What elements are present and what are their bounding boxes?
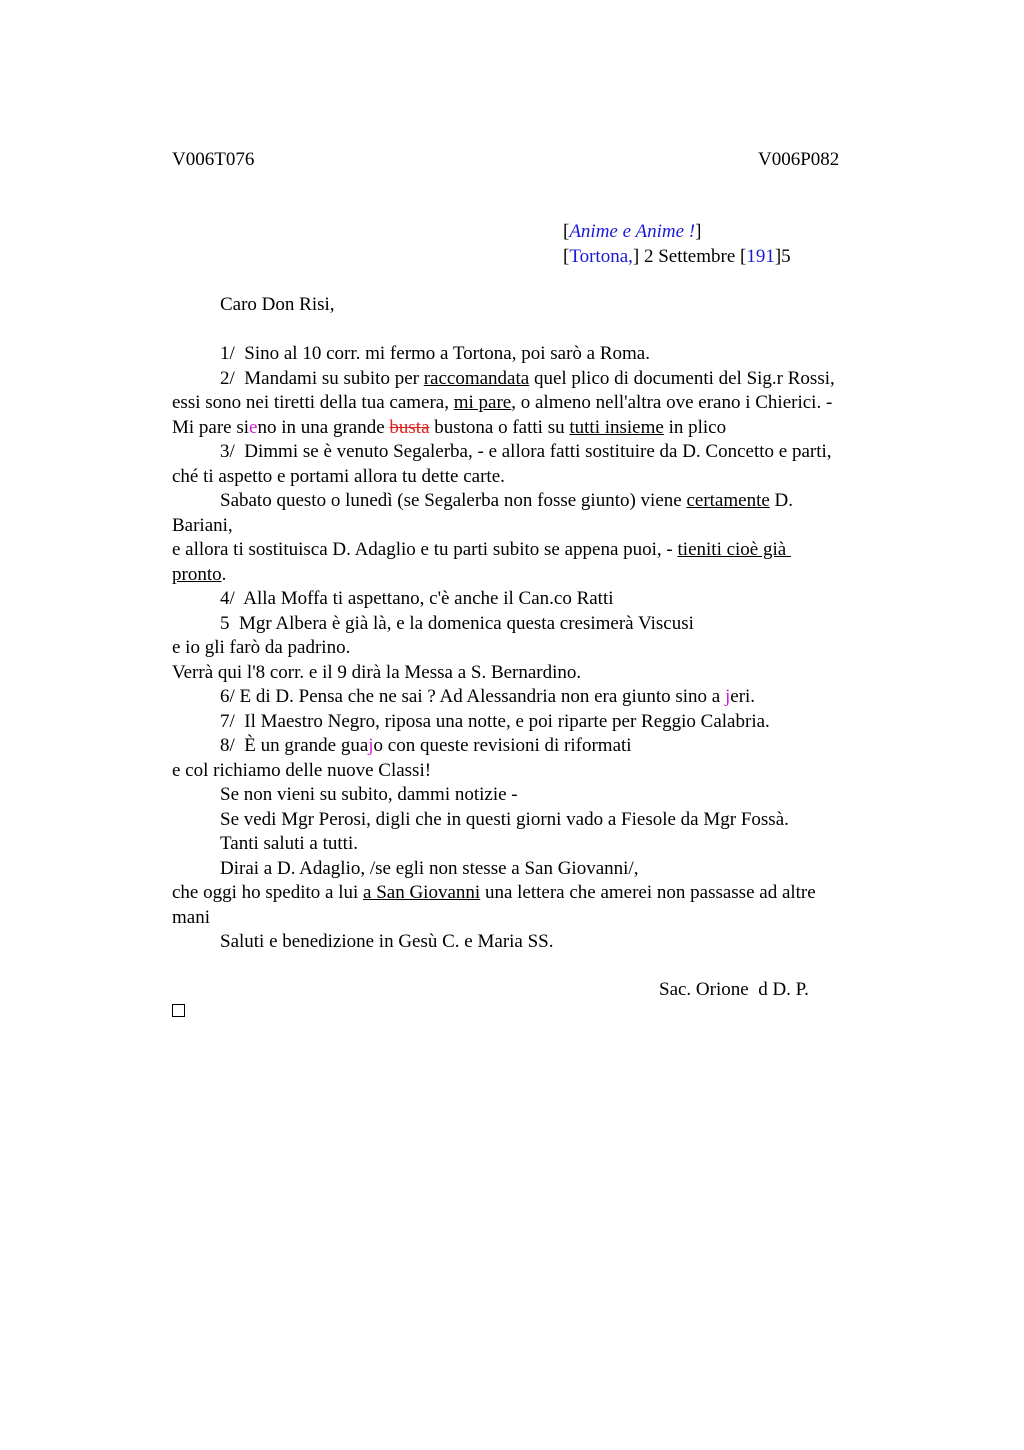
- body-line: [172, 734, 892, 759]
- body-line: ché ti aspetto e portami allora tu dette carte.: [172, 465, 505, 487]
- underlined-text: a San Giovanni: [363, 882, 481, 903]
- body-line: 4/ Alla Moffa ti aspettano, c'è anche il Can.co Ratti: [220, 588, 614, 609]
- body-line: [172, 538, 892, 563]
- body-line: [172, 367, 892, 392]
- text-run: una lettera che amerei non passasse ad altre: [480, 882, 816, 903]
- body-line: e col richiamo delle nuove Classi!: [172, 759, 432, 781]
- text-run: Mi pare si: [172, 416, 250, 438]
- bracket: [: [563, 245, 570, 267]
- text-run: che oggi ho spedito a lui: [172, 882, 364, 903]
- bracket: ]: [632, 245, 640, 267]
- body-line: [172, 391, 892, 416]
- body-line: 1/ Sino al 10 corr. mi fermo a Tortona, poi sarò a Roma.: [220, 343, 650, 364]
- text-run: in plico: [663, 416, 727, 438]
- body-line: [172, 685, 892, 710]
- body-line: Dirai a D. Adaglio, /se egli non stesse a San Giovanni/,: [220, 857, 639, 879]
- body-line: [172, 563, 892, 588]
- text-run: bustona o fatti su: [429, 416, 570, 438]
- greeting: Caro Don Risi,: [220, 294, 335, 315]
- body-line: Se vedi Mgr Perosi, digli che in questi giorni vado a Fiesole da Mgr Fossà.: [220, 808, 789, 830]
- text-run: D.: [769, 490, 794, 511]
- body-line: 7/ Il Maestro Negro, riposa una notte, e poi riparte per Reggio Calabria.: [220, 710, 770, 732]
- heading-title: Anime e Anime !: [569, 221, 696, 242]
- underlined-text: mi pare: [453, 392, 512, 413]
- underlined-text: tutti insieme: [569, 416, 664, 438]
- underlined-text: pronto: [172, 563, 222, 585]
- body-line: 3/ Dimmi se è venuto Segalerba, - e allora fatti sostituire da D. Concetto e parti,: [220, 441, 832, 462]
- correction-letter: j: [724, 686, 731, 707]
- body-line: Tanti saluti a tutti.: [220, 833, 358, 854]
- text-run: 2/ Mandami su subito per: [220, 367, 424, 389]
- heading-date-line: [563, 245, 791, 270]
- bracket: [: [740, 245, 747, 267]
- heading-place: Tortona,: [569, 245, 633, 267]
- letter-body: [172, 293, 892, 955]
- text-run: eri.: [730, 686, 756, 707]
- body-line: Se non vieni su subito, dammi notizie -: [220, 784, 518, 805]
- body-line: [172, 489, 892, 514]
- text-run: essi sono nei tiretti della tua camera,: [172, 392, 454, 413]
- body-line: [172, 416, 892, 441]
- body-line: 5 Mgr Albera è già là, e la domenica questa cresimerà Viscusi: [220, 612, 694, 634]
- bracket: ]: [695, 221, 702, 242]
- closing-line: Saluti e benedizione in Gesù C. e Maria SS.: [220, 931, 554, 952]
- text-run: no in una grande: [257, 416, 390, 438]
- document-ref-left: V006T076: [172, 149, 255, 170]
- end-box-icon: [172, 1004, 185, 1017]
- text-run: .: [221, 563, 227, 585]
- body-line: mani: [172, 906, 210, 928]
- text-run: quel plico di documenti del Sig.r Rossi,: [529, 367, 835, 389]
- letter-heading: [563, 220, 791, 269]
- text-run: , o almeno nell'altra ove erano i Chierici. -: [511, 392, 833, 413]
- document-ref-right: V006P082: [758, 149, 840, 170]
- body-line: Verrà qui l'8 corr. e il 9 dirà la Messa a S. Bernardino.: [172, 661, 582, 683]
- text-run: o con queste revisioni di riformati: [373, 735, 632, 756]
- body-line: e io gli farò da padrino.: [172, 637, 351, 658]
- heading-year-part: 191: [746, 245, 775, 267]
- body-line: [172, 881, 892, 906]
- paragraph-gap: [172, 318, 892, 343]
- text-run: e allora ti sostituisca D. Adaglio e tu parti subito se appena puoi, -: [172, 539, 678, 560]
- underlined-text: certamente: [686, 490, 770, 511]
- underlined-text: raccomandata: [423, 367, 530, 389]
- text-run: 6/ E di D. Pensa che ne sai ? Ad Alessandria non era giunto sino a: [220, 686, 725, 707]
- underlined-text: tieniti cioè già: [677, 539, 791, 560]
- signature: Sac. Orione d D. P.: [659, 979, 809, 1000]
- heading-date: 2 Settembre: [639, 245, 741, 267]
- heading-title-line: [563, 220, 791, 245]
- body-line: Bariani,: [172, 514, 233, 536]
- text-run: 8/ È un grande gua: [220, 735, 369, 756]
- text-run: Sabato questo o lunedì (se Segalerba non fosse giunto) viene: [220, 490, 687, 511]
- deleted-text: busta: [389, 416, 430, 438]
- correction-letter: e: [249, 416, 258, 438]
- heading-year-end: ]5: [774, 245, 791, 267]
- bracket: [: [563, 221, 570, 242]
- correction-letter: j: [368, 735, 374, 756]
